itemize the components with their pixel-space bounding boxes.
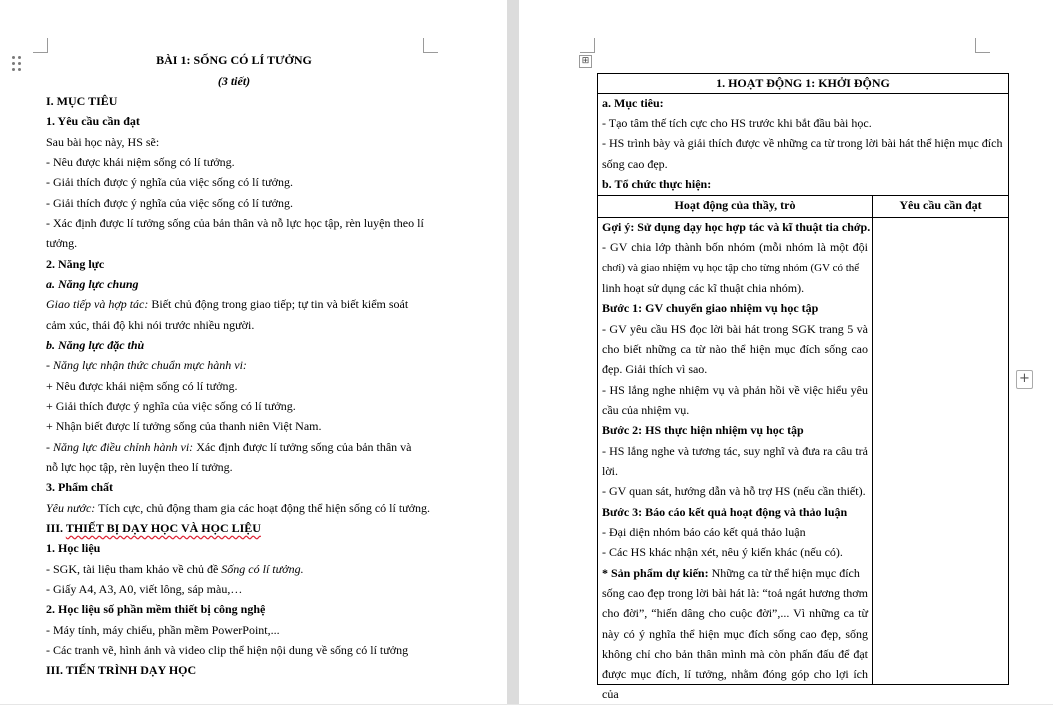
heading-materials: 1. Học liệu [46,541,101,555]
activity-line: - Đại diện nhóm báo cáo kết quả thảo luận [602,525,806,539]
table-rule [872,195,873,684]
activity-line: cho đời”, “hiến dâng cho cuộc đời”,... Vì những ca từ [602,606,868,620]
heading-equipment-text: THIẾT BỊ DẠY HỌC VÀ HỌC LIỆU [65,521,261,535]
add-icon[interactable]: + [1016,370,1033,389]
activity-bold: * Sản phẩm dự kiến: [602,566,709,580]
activity-line: cho biết những ca từ nào thể hiện mục đích sống cao [602,342,868,356]
text-line: - Giải thích được ý nghĩa của việc sống có lí tưởng. [46,175,293,189]
text-line: + Nhận biết được lí tưởng sống của thanh niên Việt Nam. [46,419,322,433]
text-line: - Giải thích được ý nghĩa của việc sống có lí tưởng. [46,196,293,210]
margin-corner-top-right [423,38,438,53]
activity-line: - HS lắng nghe và tương tác, suy nghĩ và đưa ra câu trả [602,444,868,458]
heading-general-competency: a. Năng lực chung [46,277,139,291]
text-line: + Nêu được khái niệm sống có lí tưởng. [46,379,238,393]
heading-competencies: 2. Năng lực [46,257,105,271]
activity-line: sống cao đẹp trong lời bài hát là: “toả ngát hương thơm [602,586,868,600]
table-text: b. Tổ chức thực hiện: [602,177,712,191]
activity-line: chơi) và giao nhiệm vụ học tập cho từng nhóm (GV có thể [602,262,860,274]
margin-corner-top-right [975,38,990,53]
text-line: - Máy tính, máy chiếu, phần mềm PowerPoint,... [46,623,280,637]
heading-process: III. TIẾN TRÌNH DẠY HỌC [46,663,197,677]
text-line [46,437,412,457]
text-line: - Nêu được khái niệm sống có lí tưởng. [46,155,235,169]
heading-specific-competency: b. Năng lực đặc thù [46,338,145,352]
activity-line: lời. [602,464,619,478]
drag-handle-icon[interactable] [12,56,24,72]
heading-equipment [46,518,261,538]
lesson-activity-table [597,73,1009,702]
column-header-requirements: Yêu cầu cần đạt [899,198,982,212]
activity-line [602,563,860,583]
page-gap [507,0,519,704]
document-page-left [0,0,507,704]
text-line: - Năng lực nhận thức chuẩn mực hành vi: [46,358,247,372]
text-line: cảm xúc, thái độ khi nói trước nhiều người. [46,318,255,332]
heading-qualities: 3. Phẩm chất [46,480,113,494]
text-line: nỗ lực học tập, rèn luyện theo lí tưởng. [46,460,233,474]
margin-corner-top-left [580,38,595,53]
activity-line: - GV yêu cầu HS đọc lời bài hát trong SGK trang 5 và [602,322,868,336]
text-italic: - Năng lực điều chỉnh hành vi: [46,440,194,454]
heading-requirements: 1. Yêu cầu cần đạt [46,114,140,128]
text-line [46,498,430,518]
text-normal: Tích cực, chủ động tham gia các hoạt động thể hiện sống có lí tưởng. [98,501,431,515]
activity-line: này có ý nghĩa thể hiện mục đích sống cao đẹp, sống [602,627,868,641]
lesson-title: BÀI 1: SỐNG CÓ LÍ TƯỞNG [156,53,312,67]
text-italic: Giao tiếp và hợp tác: [46,297,149,311]
activity-line: được mục đích, lí tưởng, nhằm đóng góp cho lợi ích của [602,667,868,702]
activity-line: - GV chia lớp thành bốn nhóm (mỗi nhóm là một đội [602,240,868,254]
column-header-activities: Hoạt động của thầy, trò [674,198,796,212]
table-text: sống cao đẹp. [602,157,668,171]
activity-line: không chỉ cho bản thân mình mà còn phấn đấu để đạt [602,647,868,661]
text-normal: Biết chủ động trong giao tiếp; tự tin và biết kiểm soát [151,297,409,311]
activity-line: cầu của nhiệm vụ. [602,403,690,417]
text-italic: Sống có lí tưởng. [221,562,304,576]
text-line [46,559,304,579]
table-text: - HS trình bày và giải thích được về những ca từ trong lời bài hát thể hiện mục đích [602,136,1003,150]
table-text: a. Mục tiêu: [602,96,664,110]
activity-line: - HS lắng nghe nhiệm vụ và phản hồi về việc hiểu yêu [602,383,868,397]
text-line: tưởng. [46,236,78,250]
table-move-icon[interactable]: ⊞ [579,55,592,68]
activity-line: đẹp. Giải thích vì sao. [602,362,708,376]
activity-line: - Các HS khác nhận xét, nêu ý kiến khác (nếu có). [602,545,843,559]
activity-normal: Những ca từ thể hiện mục đích [711,566,860,580]
text-line: - Giấy A4, A3, A0, viết lông, sáp màu,… [46,582,243,596]
activity-line: Bước 3: Báo cáo kết quả hoạt động và thảo luận [602,505,848,519]
activity-line: linh hoạt sử dụng các kĩ thuật chia nhóm). [602,281,805,295]
text-italic: Yêu nước: [46,501,96,515]
table-header: 1. HOẠT ĐỘNG 1: KHỞI ĐỘNG [716,76,890,90]
text-line: - Xác định được lí tưởng sống của bản thân và nỗ lực học tập, rèn luyện theo lí [46,216,424,230]
activity-line: Bước 1: GV chuyển giao nhiệm vụ học tập [602,301,819,315]
activity-line: - GV quan sát, hướng dẫn và hỗ trợ HS (nếu cần thiết). [602,484,866,498]
text-line [46,294,408,314]
text-normal: Xác định được lí tưởng sống của bản thân và [196,440,412,454]
lesson-subtitle: (3 tiết) [217,74,251,88]
text-line: Sau bài học này, HS sẽ: [46,135,160,149]
activity-line: Bước 2: HS thực hiện nhiệm vụ học tập [602,423,804,437]
text-normal: - SGK, tài liệu tham khảo về chủ đề [46,562,219,576]
heading-objectives: I. MỤC TIÊU [46,94,118,108]
table-text: - Tạo tâm thế tích cực cho HS trước khi bắt đầu bài học. [602,116,872,130]
activity-line: Gợi ý: Sử dụng dạy học hợp tác và kĩ thuật tia chớp. [602,220,871,234]
text-line: - Các tranh vẽ, hình ảnh và video clip thể hiện nội dung về sống có lí tưởng [46,643,409,657]
heading-digital-materials: 2. Học liệu số phần mềm thiết bị công nghệ [46,602,266,616]
heading-number: III. [46,521,64,535]
text-line: + Giải thích được ý nghĩa của việc sống có lí tưởng. [46,399,296,413]
